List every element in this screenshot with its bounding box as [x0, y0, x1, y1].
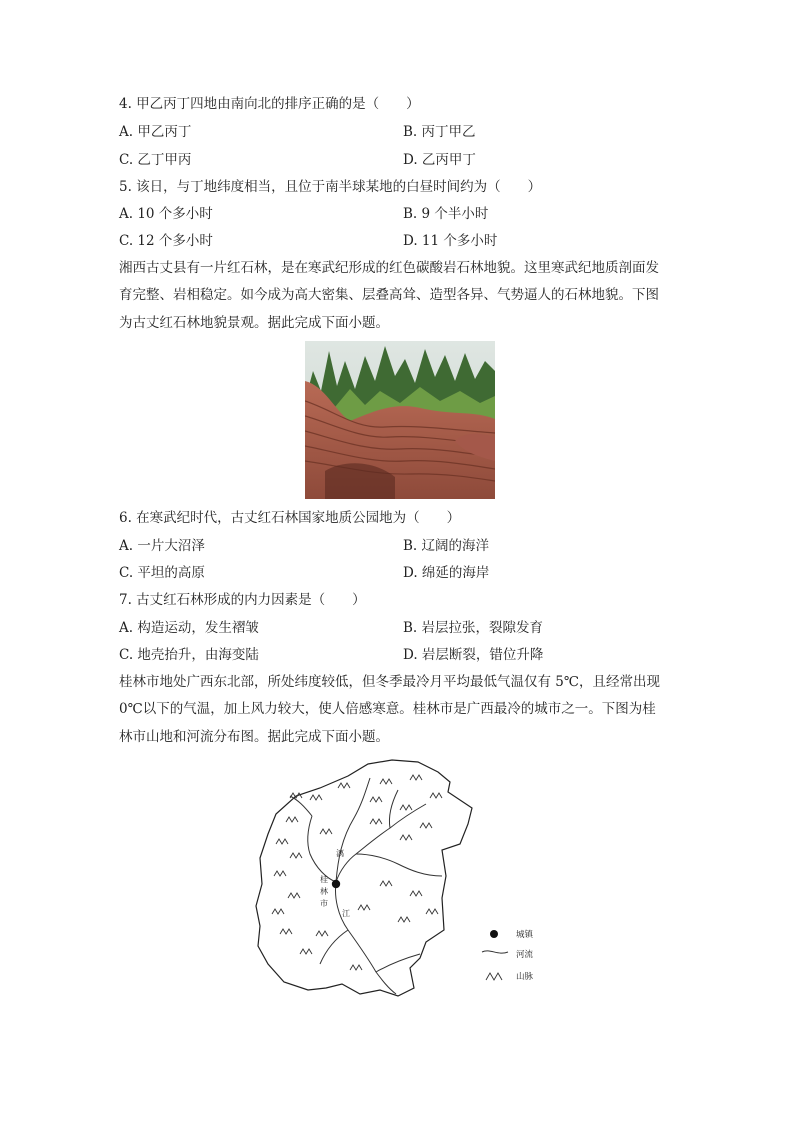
passage1-line-3: 为古丈红石林地貌景观。据此完成下面小题。 [119, 314, 389, 331]
q5-option-d: D. 11 个多小时 [403, 233, 498, 249]
passage2-line-3: 林市山地和河流分布图。据此完成下面小题。 [119, 728, 389, 745]
passage-guilin [119, 669, 679, 751]
legend-river-label: 河流 [516, 950, 534, 960]
q4-option-d: D. 乙丙甲丁 [403, 152, 476, 168]
q4-option-c: C. 乙丁甲丙 [119, 152, 192, 168]
city-label-lin: 林 [320, 887, 328, 896]
passage1-line-2: 育完整、岩相稳定。如今成为高大密集、层叠高耸、造型各异、气势逼人的石林地貌。下图 [119, 287, 659, 304]
q7-option-b: B. 岩层拉张，裂隙发育 [403, 620, 544, 636]
q5-option-a: A. 10 个多小时 [119, 206, 213, 222]
guilin-map [250, 758, 550, 1003]
city-label-gui: 桂 [320, 875, 328, 884]
river-label-li: 漓 [336, 849, 344, 858]
q5-option-b: B. 9 个半小时 [403, 206, 489, 222]
q7-stem: 7. 古丈红石林形成的内力因素是（ ） [119, 592, 366, 608]
passage-red-stone-forest [119, 255, 679, 337]
river-label-jiang: 江 [342, 909, 350, 918]
city-label-shi: 市 [320, 899, 328, 908]
q7-option-d: D. 岩层断裂，错位升降 [403, 647, 544, 663]
passage2-line-2: 0℃以下的气温，加上风力较大，使人倍感寒意。桂林市是广西最冷的城市之一。下图为桂 [119, 701, 656, 718]
guilin-city-dot [332, 880, 340, 888]
passage1-line-1: 湘西古丈县有一片红石林，是在寒武纪形成的红色碳酸岩石林地貌。这里寒武纪地质剖面发 [119, 260, 659, 276]
q7-option-a: A. 构造运动，发生褶皱 [119, 620, 259, 636]
q6-stem: 6. 在寒武纪时代，古丈红石林国家地质公园地为（ ） [119, 510, 461, 526]
legend-mountain-symbol [486, 973, 502, 980]
q5-stem: 5. 该日，与丁地纬度相当，且位于南半球某地的白昼时间约为（ ） [119, 179, 542, 195]
legend-river-symbol [482, 951, 508, 953]
q6-option-b: B. 辽阔的海洋 [403, 538, 490, 554]
q5-option-c: C. 12 个多小时 [119, 233, 213, 249]
red-stone-forest-photo [305, 341, 495, 499]
legend-town-label: 城镇 [516, 930, 534, 940]
q4-stem: 4. 甲乙丙丁四地由南向北的排序正确的是（ ） [119, 96, 420, 112]
river-network [290, 778, 442, 994]
q4-option-a: A. 甲乙丙丁 [119, 124, 192, 140]
q4-option-b: B. 丙丁甲乙 [403, 124, 476, 140]
mountain-symbols [272, 775, 442, 970]
legend-mountain-label: 山脉 [516, 972, 534, 982]
q6-option-c: C. 平坦的高原 [119, 565, 205, 581]
legend-town-symbol [490, 930, 498, 938]
map-legend [482, 929, 534, 982]
passage2-line-1: 桂林市地处广西东北部，所处纬度较低，但冬季最冷月平均最低气温仅有 5℃，且经常出现 [119, 674, 660, 690]
q6-option-d: D. 绵延的海岸 [403, 565, 490, 581]
q7-option-c: C. 地壳抬升，由海变陆 [119, 647, 259, 663]
q6-option-a: A. 一片大沼泽 [119, 538, 205, 554]
